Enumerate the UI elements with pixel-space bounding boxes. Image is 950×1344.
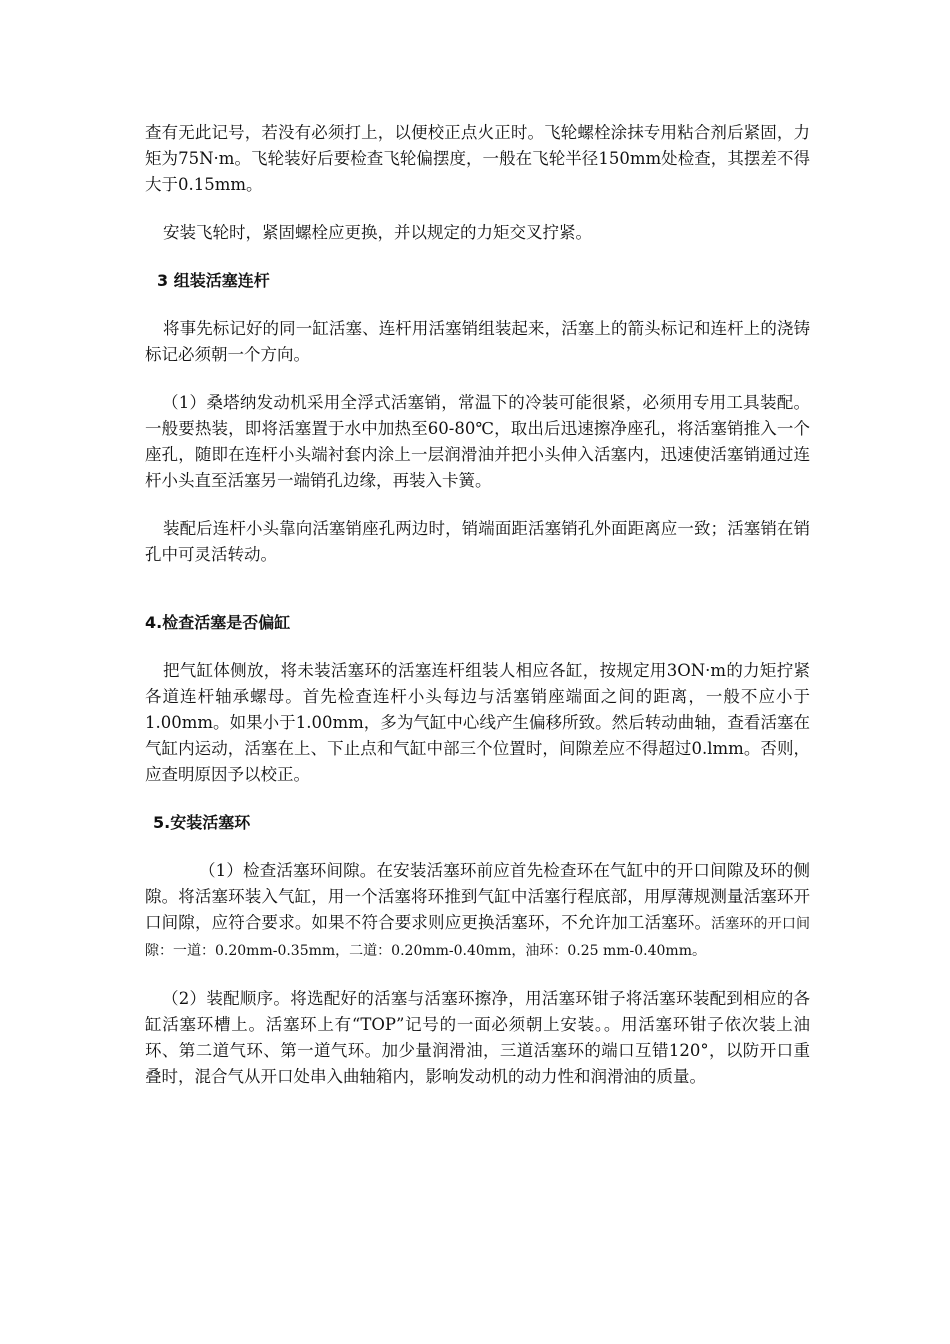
section-heading-5: 5.安装活塞环 bbox=[153, 813, 251, 832]
paragraph-flywheel-mark: 查有无此记号，若没有必须打上，以便校正点火正时。飞轮螺栓涂抹专用粘合剂后紧固，力矩为75N·m。飞轮装好后要检查飞轮偏摆度，一般在飞轮半径150mm处检查，其摆差不得大于0.15mm。 bbox=[145, 123, 810, 194]
document-page bbox=[145, 120, 810, 1090]
paragraph-ring-gap-check bbox=[145, 858, 810, 964]
ring-gap-values: 活塞环的开口间隙：一道：0.20mm-0.35mm，二道：0.20mm-0.40mm，油环：0.25 mm-0.40mm。 bbox=[145, 916, 811, 959]
paragraph-piston-pin-fit: （1）桑塔纳发动机采用全浮式活塞销，常温下的冷装可能很紧，必须用专用工具装配。一般要热装，即将活塞置于水中加热至60-80℃，取出后迅速擦净座孔，将活塞销推入一个座孔，随即在连杆小头端衬套内涂上一层润滑油并把小头伸入活塞内，迅速使活塞销通过连杆小头直至活塞另一端销孔边缘，再装入卡簧。 bbox=[145, 393, 810, 490]
paragraph-after-assembly: 装配后连杆小头靠向活塞销座孔两边时，销端面距活塞销孔外面距离应一致；活塞销在销孔中可灵活转动。 bbox=[145, 519, 810, 564]
section-heading-3: 3 组装活塞连杆 bbox=[157, 271, 270, 290]
ring-gap-text: （1）检查活塞环间隙。在安装活塞环前应首先检查环在气缸中的开口间隙及环的侧隙。将活塞环装入气缸，用一个活塞将环推到气缸中活塞行程底部，用厚薄规测量活塞环开口间隙，应符合要求。如果不符合要求则应更换活塞环，不允许加工活塞环。 bbox=[145, 861, 810, 932]
paragraph-flywheel-bolts: 安装飞轮时，紧固螺栓应更换，并以规定的力矩交叉拧紧。 bbox=[163, 223, 592, 242]
paragraph-cylinder-offset-check: 把气缸体侧放，将未装活塞环的活塞连杆组装人相应各缸，按规定用3ON·m的力矩拧紧各道连杆轴承螺母。首先检查连杆小头每边与活塞销座端面之间的距离，一般不应小于1.00mm。如果小于1.00mm，多为气缸中心线产生偏移所致。然后转动曲轴，查看活塞在气缸内运动，活塞在上、下止点和气缸中部三个位置时，间隙差应不得超过0.lmm。否则，应查明原因予以校正。 bbox=[145, 661, 810, 784]
paragraph-ring-assembly-order: （2）装配顺序。将选配好的活塞与活塞环擦净，用活塞环钳子将活塞环装配到相应的各缸活塞环槽上。活塞环上有“TOP”记号的一面必须朝上安装。。用活塞环钳子依次装上油环、第二道气环、第一道气环。加少量润滑油，三道活塞环的端口互错120°，以防开口重叠时，混合气从开口处串入曲轴箱内，影响发动机的动力性和润滑油的质量。 bbox=[145, 989, 810, 1086]
paragraph-piston-rod-assembly: 将事先标记好的同一缸活塞、连杆用活塞销组装起来，活塞上的箭头标记和连杆上的浇铸标记必须朝一个方向。 bbox=[145, 319, 810, 364]
section-heading-4: 4.检查活塞是否偏缸 bbox=[145, 613, 291, 632]
